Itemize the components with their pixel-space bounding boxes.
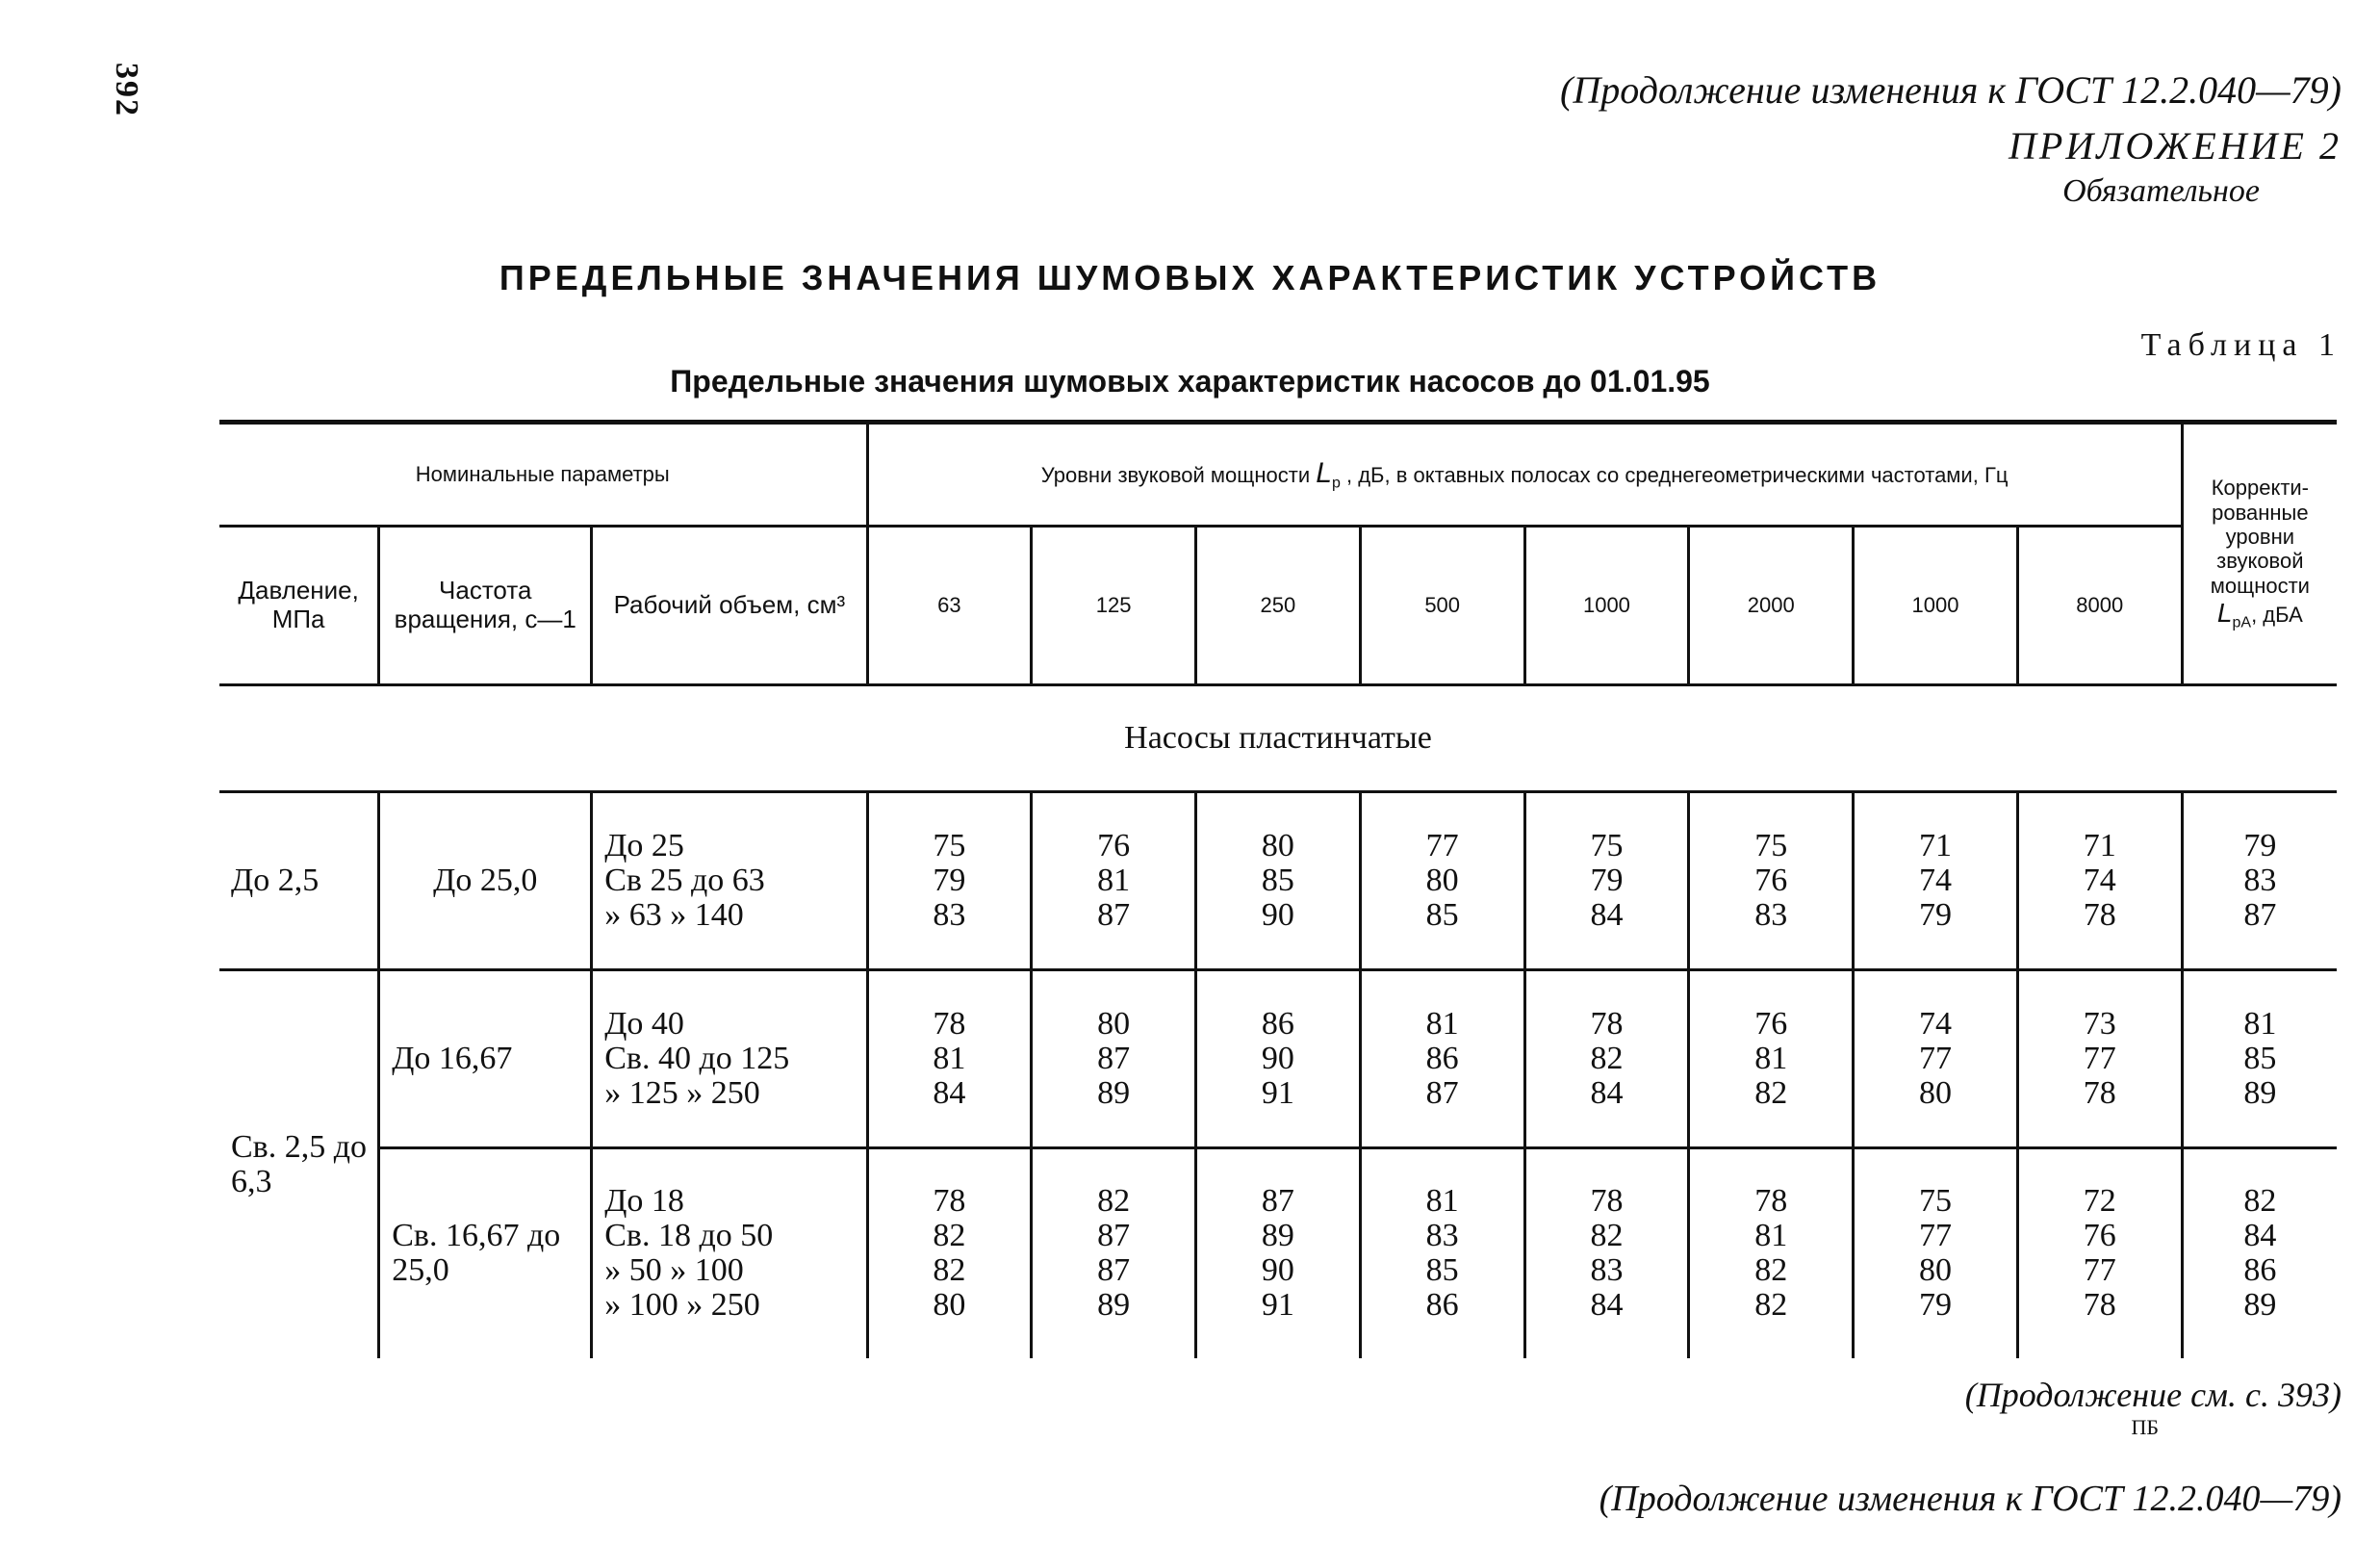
band-cell: 80 85 90 bbox=[1196, 792, 1361, 970]
pressure-header: Давление, МПа bbox=[219, 527, 379, 685]
continuation-footer: (Продолжение изменения к ГОСТ 12.2.040—79) bbox=[1599, 1479, 2342, 1519]
band-cell: 75 79 83 bbox=[867, 792, 1032, 970]
nominal-params-header: Номинальные параметры bbox=[219, 423, 867, 527]
band-cell: 71 74 78 bbox=[2017, 792, 2182, 970]
continued-note: (Продолжение см. с. 393) bbox=[1964, 1376, 2342, 1414]
volume-cell bbox=[592, 1148, 867, 1358]
volume-line: » 100 » 250 bbox=[604, 1287, 760, 1324]
volume-line: До 40 bbox=[604, 1006, 684, 1042]
band-cell: 78 82 83 84 bbox=[1524, 1148, 1689, 1358]
main-title: ПРЕДЕЛЬНЫЕ ЗНАЧЕНИЯ ШУМОВЫХ ХАРАКТЕРИСТИК УСТРОЙСТВ bbox=[499, 258, 1881, 297]
octave-levels-header bbox=[867, 423, 2182, 527]
band-cell: 78 82 84 bbox=[1524, 970, 1689, 1148]
band-cell: 72 76 77 78 bbox=[2017, 1148, 2182, 1358]
corrected-level-header bbox=[2182, 423, 2337, 685]
footer-mark: ПБ bbox=[2131, 1415, 2159, 1439]
band-cell: 86 90 91 bbox=[1196, 970, 1361, 1148]
volume-line: До 18 bbox=[604, 1183, 684, 1220]
band-cell: 82 87 87 89 bbox=[1032, 1148, 1196, 1358]
rotation-cell: До 16,67 bbox=[379, 970, 592, 1148]
volume-header: Рабочий объем, см³ bbox=[592, 527, 867, 685]
band-cell: 75 77 80 79 bbox=[1854, 1148, 2018, 1358]
volume-line: Св. 40 до 125 bbox=[604, 1041, 790, 1076]
volume-line: До 25 bbox=[604, 828, 684, 863]
volume-cell bbox=[592, 792, 867, 970]
obligatory-label: Обязательное bbox=[2062, 173, 2260, 209]
pressure-cell: До 2,5 bbox=[219, 792, 379, 970]
band-cell: 71 74 79 bbox=[1854, 792, 2018, 970]
pressure-cell: Св. 2,5 до 6,3 bbox=[231, 1128, 368, 1199]
volume-line: Св. 18 до 50 bbox=[604, 1218, 774, 1254]
rotation-cell: Св. 16,67 до 25,0 bbox=[379, 1148, 592, 1358]
freq-header: 1000 bbox=[1524, 527, 1689, 685]
freq-header: 8000 bbox=[2017, 527, 2182, 685]
band-cell: 78 82 82 80 bbox=[867, 1148, 1032, 1358]
corrected-unit: , дБА bbox=[2251, 602, 2303, 627]
volume-line: Св 25 до 63 bbox=[604, 863, 765, 898]
section-title: Насосы пластинчатые bbox=[219, 685, 2337, 792]
volume-line: » 125 » 250 bbox=[604, 1075, 760, 1111]
band-cell: 81 83 85 86 bbox=[1360, 1148, 1524, 1358]
band-cell: 78 81 84 bbox=[867, 970, 1032, 1148]
corrected-subscript: pA bbox=[2232, 614, 2252, 631]
appendix-label: ПРИЛОЖЕНИЕ 2 bbox=[2009, 124, 2342, 167]
freq-header: 500 bbox=[1360, 527, 1524, 685]
freq-header: 125 bbox=[1032, 527, 1196, 685]
band-cell: 76 81 87 bbox=[1032, 792, 1196, 970]
levels-symbol: L bbox=[1316, 456, 1332, 489]
rotation-cell: До 25,0 bbox=[379, 792, 592, 970]
corrected-cell: 81 85 89 bbox=[2182, 970, 2337, 1148]
table-row bbox=[219, 1148, 2337, 1358]
freq-header: 2000 bbox=[1689, 527, 1854, 685]
levels-prefix: Уровни звуковой мощности bbox=[1040, 462, 1311, 487]
levels-suffix: , дБ, в октавных полосах со среднегеометрическими частотами, Гц bbox=[1345, 462, 2009, 487]
corrected-cell: 79 83 87 bbox=[2182, 792, 2337, 970]
band-cell: 80 87 89 bbox=[1032, 970, 1196, 1148]
rotation-header: Частота вращения, с—1 bbox=[379, 527, 592, 685]
band-cell: 75 79 84 bbox=[1524, 792, 1689, 970]
band-cell: 87 89 90 91 bbox=[1196, 1148, 1361, 1358]
freq-header: 250 bbox=[1196, 527, 1361, 685]
band-cell: 78 81 82 82 bbox=[1689, 1148, 1854, 1358]
corrected-cell: 82 84 86 89 bbox=[2182, 1148, 2337, 1358]
continuation-header: (Продолжение изменения к ГОСТ 12.2.040—79) bbox=[1560, 68, 2342, 112]
freq-header: 1000 bbox=[1854, 527, 2018, 685]
table-label: Таблица 1 bbox=[2140, 327, 2342, 363]
volume-line: » 50 » 100 bbox=[604, 1252, 744, 1289]
corrected-symbol: L bbox=[2216, 597, 2233, 628]
band-cell: 74 77 80 bbox=[1854, 970, 2018, 1148]
freq-header: 63 bbox=[867, 527, 1032, 685]
corrected-text: Корректи-рованные уровни звуковой мощности bbox=[2210, 476, 2310, 598]
table-title: Предельные значения шумовых характеристик насосов до 01.01.95 bbox=[670, 364, 1710, 399]
volume-line: » 63 » 140 bbox=[604, 897, 744, 933]
levels-subscript: p bbox=[1331, 475, 1341, 491]
band-cell: 73 77 78 bbox=[2017, 970, 2182, 1148]
page-number: 392 bbox=[109, 63, 144, 117]
band-cell: 77 80 85 bbox=[1360, 792, 1524, 970]
band-cell: 75 76 83 bbox=[1689, 792, 1854, 970]
band-cell: 81 86 87 bbox=[1360, 970, 1524, 1148]
band-cell: 76 81 82 bbox=[1689, 970, 1854, 1148]
table-row bbox=[219, 792, 2337, 970]
table-row bbox=[219, 970, 2337, 1148]
volume-cell bbox=[592, 970, 867, 1148]
noise-limits-table bbox=[219, 420, 2337, 1358]
